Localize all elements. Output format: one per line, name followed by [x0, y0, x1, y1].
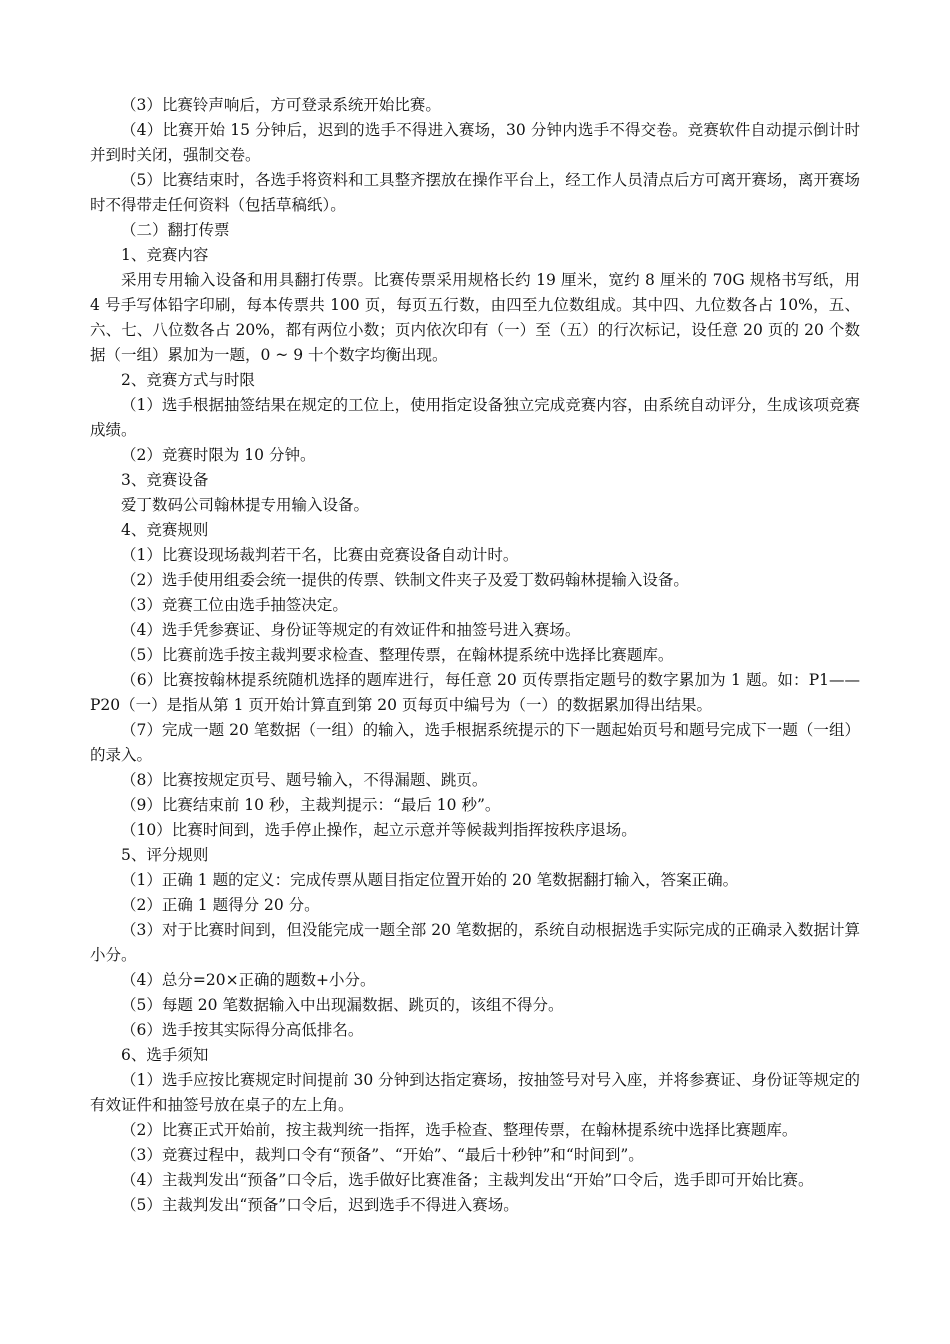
- subsection-heading: 6、选手须知: [121, 1046, 209, 1064]
- subsection-heading: 1、竞赛内容: [121, 246, 209, 264]
- paragraph: （7）完成一题 20 笔数据（一组）的输入，选手根据系统提示的下一题起始页号和题号完成下一题（一组）的录入。: [90, 721, 860, 764]
- document-page: [90, 93, 860, 1218]
- paragraph: （4）总分=20×正确的题数+小分。: [121, 971, 376, 989]
- paragraph: （1）选手应按比赛规定时间提前 30 分钟到达指定赛场，按抽签号对号入座，并将参赛证、身份证等规定的有效证件和抽签号放在桌子的左上角。: [90, 1071, 860, 1114]
- subsection-heading: 4、竞赛规则: [121, 521, 209, 539]
- paragraph: （2）比赛正式开始前，按主裁判统一指挥，选手检查、整理传票，在翰林提系统中选择比赛题库。: [121, 1121, 798, 1139]
- paragraph: （8）比赛按规定页号、题号输入，不得漏题、跳页。: [121, 771, 488, 789]
- paragraph: （4）比赛开始 15 分钟后，迟到的选手不得进入赛场，30 分钟内选手不得交卷。竞赛软件自动提示倒计时并到时关闭，强制交卷。: [90, 121, 860, 164]
- paragraph: （5）每题 20 笔数据输入中出现漏数据、跳页的，该组不得分。: [121, 996, 564, 1014]
- subsection-heading: 3、竞赛设备: [121, 471, 209, 489]
- paragraph: （2）竞赛时限为 10 分钟。: [121, 446, 316, 464]
- paragraph: （1）正确 1 题的定义：完成传票从题目指定位置开始的 20 笔数据翻打输入，答案正确。: [121, 871, 739, 889]
- subsection-heading: 5、评分规则: [121, 846, 209, 864]
- paragraph: （1）选手根据抽签结果在规定的工位上，使用指定设备独立完成竞赛内容，由系统自动评分，生成该项竞赛成绩。: [90, 396, 860, 439]
- paragraph: （2）选手使用组委会统一提供的传票、铁制文件夹子及爱丁数码翰林提输入设备。: [121, 571, 689, 589]
- paragraph: （1）比赛设现场裁判若干名，比赛由竞赛设备自动计时。: [121, 546, 519, 564]
- section-heading: （二）翻打传票: [121, 221, 230, 239]
- paragraph: （6）选手按其实际得分高低排名。: [121, 1021, 364, 1039]
- paragraph: （3）竞赛工位由选手抽签决定。: [121, 596, 348, 614]
- paragraph: （5）比赛结束时，各选手将资料和工具整齐摆放在操作平台上，经工作人员清点后方可离开赛场，离开赛场时不得带走任何资料（包括草稿纸）。: [90, 171, 860, 214]
- paragraph: （5）比赛前选手按主裁判要求检查、整理传票，在翰林提系统中选择比赛题库。: [121, 646, 674, 664]
- paragraph: 采用专用输入设备和用具翻打传票。比赛传票采用规格长约 19 厘米，宽约 8 厘米的 70G 规格书写纸，用 4 号手写体铅字印刷，每本传票共 100 页，每页五行数，由四至九位数组成。其中四、九位数各占 10%，五、六、七、八位数各占 20%，都有两位小数；页内依次印有（一）至（五）的行次标记，设任意 20 页的 20 个数据（一组）累加为一题，0 ~ 9 十个数字均衡出现。: [90, 271, 860, 364]
- paragraph: （10）比赛时间到，选手停止操作，起立示意并等候裁判指挥按秩序退场。: [121, 821, 637, 839]
- paragraph: （9）比赛结束前 10 秒，主裁判提示：“最后 10 秒”。: [121, 796, 501, 814]
- paragraph: 爱丁数码公司翰林提专用输入设备。: [121, 496, 370, 514]
- subsection-heading: 2、竞赛方式与时限: [121, 371, 255, 389]
- paragraph: （5）主裁判发出“预备”口令后，迟到选手不得进入赛场。: [121, 1196, 519, 1214]
- paragraph: （2）正确 1 题得分 20 分。: [121, 896, 320, 914]
- paragraph: （4）主裁判发出“预备”口令后，选手做好比赛准备；主裁判发出“开始”口令后，选手即可开始比赛。: [121, 1171, 814, 1189]
- paragraph: （4）选手凭参赛证、身份证等规定的有效证件和抽签号进入赛场。: [121, 621, 581, 639]
- paragraph: （6）比赛按翰林提系统随机选择的题库进行，每任意 20 页传票指定题号的数字累加为 1 题。如：P1——P20（一）是指从第 1 页开始计算直到第 20 页每页中编号为（一）的数据累加得出结果。: [90, 671, 860, 714]
- paragraph: （3）对于比赛时间到，但没能完成一题全部 20 笔数据的，系统自动根据选手实际完成的正确录入数据计算小分。: [90, 921, 860, 964]
- paragraph: （3）竞赛过程中，裁判口令有“预备”、“开始”、“最后十秒钟”和“时间到”。: [121, 1146, 644, 1164]
- paragraph: （3）比赛铃声响后，方可登录系统开始比赛。: [121, 96, 441, 114]
